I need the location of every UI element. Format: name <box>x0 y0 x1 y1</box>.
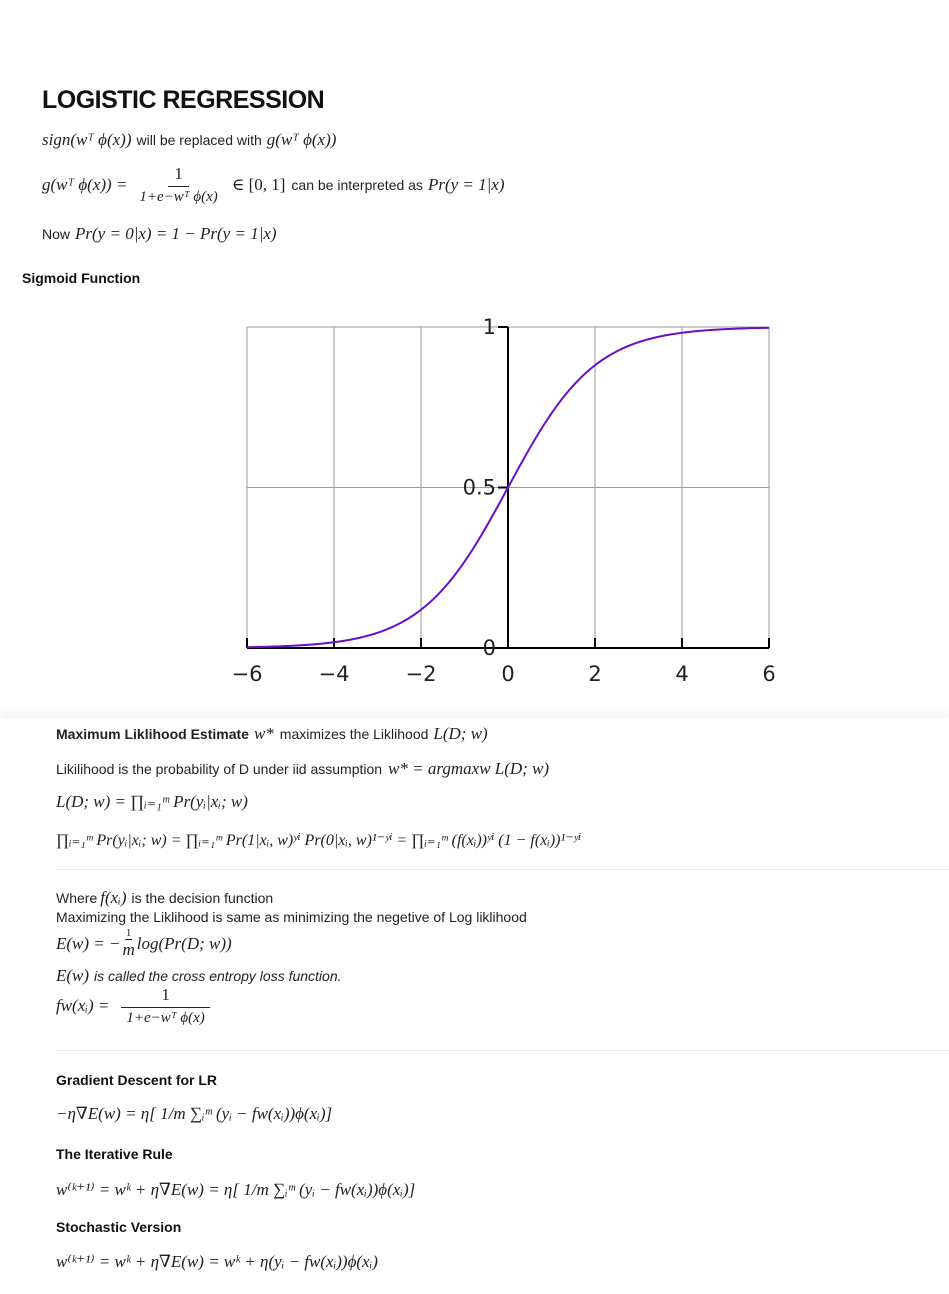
intro-line-1-text: will be replaced with <box>136 132 262 148</box>
g-definition <box>42 164 505 206</box>
where-var: f(xᵢ) <box>100 888 127 907</box>
argmax-equation: w* = argmaxw L(D; w) <box>388 759 550 778</box>
intro-line-1 <box>42 130 336 150</box>
fw-numerator: 1 <box>121 985 210 1008</box>
likelihood-expansion-eq: ∏ᵢ₌₁ᵐ Pr(yᵢ|xᵢ; w) = ∏ᵢ₌₁ᵐ Pr(1|xᵢ, w)ʸⁱ Pr(0|xᵢ, w)¹⁻ʸⁱ = ∏ᵢ₌₁ᵐ (f(xᵢ))ʸⁱ (1 − f(xᵢ))¹⁻ʸⁱ <box>56 832 582 849</box>
error-equation <box>56 927 232 960</box>
fw-fraction <box>121 985 210 1027</box>
g-probability: Pr(y = 1|x) <box>427 175 505 194</box>
likelihood-product: L(D; w) = ∏ᵢ₌₁ᵐ Pr(yᵢ|xᵢ; w) <box>56 792 248 811</box>
where-line <box>56 888 273 908</box>
gradient-equation <box>56 1104 332 1124</box>
divider <box>56 1050 949 1051</box>
mle-var: w* <box>253 724 274 743</box>
y-tick-label: 1 <box>482 315 496 339</box>
now-line <box>42 224 277 244</box>
g-fraction <box>139 164 217 206</box>
error-fraction <box>123 927 135 960</box>
x-tick-label: 4 <box>675 662 689 686</box>
stochastic-eq: w⁽ᵏ⁺¹⁾ = wᵏ + η∇E(w) = wᵏ + η(yᵢ − fw(xᵢ))ϕ(xᵢ) <box>56 1252 378 1271</box>
gradient-eq: −η∇E(w) = η[ 1/m ∑ᵢᵐ (yᵢ − fw(xᵢ))ϕ(xᵢ)] <box>56 1104 333 1123</box>
error-lhs: E(w) = − <box>56 933 121 953</box>
mle-line-1 <box>56 724 488 744</box>
error-denominator: m <box>122 940 135 959</box>
cross-entropy-text: is called the cross entropy loss function. <box>94 968 342 984</box>
x-tick-label: 6 <box>762 662 776 686</box>
fw-lhs: fw(xᵢ) = <box>56 996 110 1015</box>
x-tick-label: 0 <box>501 662 515 686</box>
likelihood-expansion <box>56 830 581 850</box>
fw-denominator: 1+e−wᵀ ϕ(x) <box>126 1010 205 1026</box>
mle-func: L(D; w) <box>433 724 488 743</box>
y-tick-label: 0 <box>482 636 496 660</box>
mle-text: maximizes the Liklihood <box>279 726 429 742</box>
iterative-equation <box>56 1180 415 1200</box>
stochastic-heading: Stochastic Version <box>56 1219 182 1235</box>
mle-heading: Maximum Liklihood Estimate <box>56 726 249 742</box>
maximize-text: Maximizing the Liklihood is same as minimizing the negetive of Log liklihood <box>56 909 527 925</box>
where-text: is the decision function <box>131 890 274 906</box>
x-tick-label: 2 <box>588 662 602 686</box>
sigmoid-heading: Sigmoid Function <box>22 270 141 286</box>
g-lhs: g(wᵀ ϕ(x)) = <box>42 175 128 194</box>
g-expression: g(wᵀ ϕ(x)) <box>266 130 337 149</box>
x-tick-label: −4 <box>318 662 350 686</box>
chart-ticks <box>232 315 776 686</box>
fw-equation <box>56 985 214 1027</box>
iterative-eq: w⁽ᵏ⁺¹⁾ = wᵏ + η∇E(w) = η[ 1/m ∑ᵢᵐ (yᵢ − fw(xᵢ))ϕ(xᵢ)] <box>56 1180 416 1199</box>
now-label: Now <box>42 226 71 242</box>
g-interpret-text: can be interpreted as <box>291 177 423 193</box>
x-tick-label: −6 <box>231 662 263 686</box>
iterative-heading: The Iterative Rule <box>56 1146 173 1162</box>
error-numerator: 1 <box>125 927 132 939</box>
g-denominator: 1+e−wᵀ ϕ(x) <box>139 189 218 205</box>
sign-expression: sign(wᵀ ϕ(x)) <box>42 130 132 149</box>
gradient-heading: Gradient Descent for LR <box>56 1072 218 1088</box>
where-label: Where <box>56 890 98 906</box>
g-range: ∈ [0, 1] <box>231 175 286 194</box>
mle-line-2 <box>56 759 549 779</box>
now-equation: Pr(y = 0|x) = 1 − Pr(y = 1|x) <box>75 224 277 243</box>
divider <box>56 869 949 870</box>
maximize-line <box>56 909 527 925</box>
error-rhs: log(Pr(D; w)) <box>136 933 232 953</box>
likelihood-equation <box>56 792 248 812</box>
y-tick-label: 0.5 <box>462 475 496 500</box>
likelihood-text: Likilihood is the probability of D under iid assumption <box>56 761 383 777</box>
g-numerator: 1 <box>168 164 189 187</box>
cross-entropy-var: E(w) <box>56 966 90 985</box>
x-tick-label: −2 <box>405 662 437 686</box>
sigmoid-chart <box>0 300 949 700</box>
cross-entropy-line <box>56 966 342 986</box>
stochastic-equation <box>56 1252 378 1272</box>
page-title: LOGISTIC REGRESSION <box>42 86 325 114</box>
